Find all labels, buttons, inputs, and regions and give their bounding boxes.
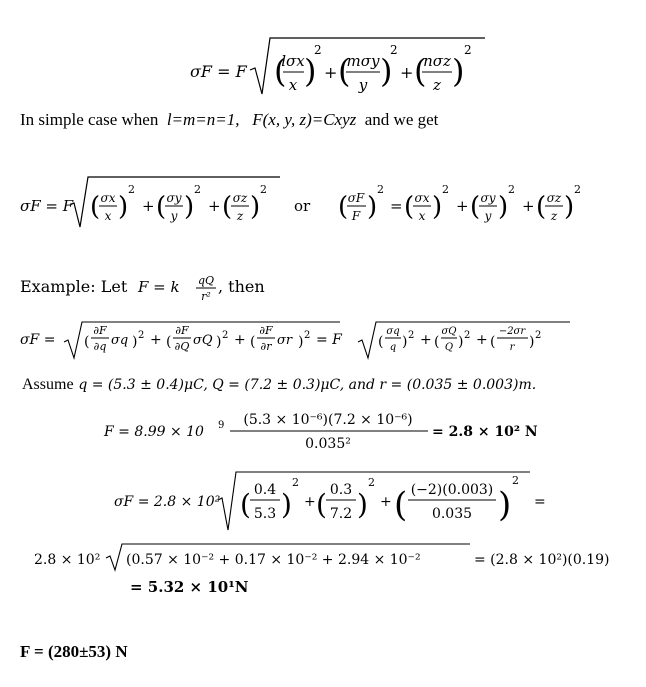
partial-num: ∂F — [259, 324, 273, 337]
fF-denominator: F — [351, 209, 361, 223]
plus: + — [456, 197, 469, 215]
ratio-num: −2σr — [498, 326, 526, 337]
plus: + — [476, 332, 488, 348]
exponent: 2 — [574, 183, 581, 196]
paren-left: ( — [316, 488, 327, 521]
paren-right: ) — [452, 52, 465, 90]
paren-right: ) — [250, 192, 261, 222]
f1-numerator: σx — [100, 191, 116, 205]
assume-lead: Assume — [22, 376, 74, 393]
c-den: 0.035 — [431, 506, 473, 522]
example-tail: , then — [218, 277, 265, 296]
assume-line — [22, 375, 536, 394]
formula-partials — [10, 316, 610, 362]
partial-den: ∂Q — [174, 340, 190, 353]
paren-left: ( — [250, 334, 256, 350]
exponent: 2 — [304, 330, 311, 341]
paren-left: ( — [414, 52, 427, 90]
exponent: 2 — [260, 183, 267, 196]
exponent: 2 — [464, 330, 471, 341]
calc-sigma2-lead: 2.8 × 10² — [34, 552, 101, 568]
exponent: 2 — [535, 330, 542, 341]
paren-left: ( — [394, 485, 408, 525]
partial-den: ∂q — [93, 340, 107, 353]
exponent: 2 — [408, 330, 415, 341]
paren-right: ) — [402, 334, 408, 350]
exponent: 2 — [464, 43, 472, 57]
paren-left: ( — [338, 192, 349, 222]
exponent: 2 — [512, 474, 519, 487]
plus: + — [304, 494, 316, 510]
calc-sigma2-result: = 5.32 × 10¹N — [130, 578, 249, 596]
f3-denominator: z — [236, 209, 244, 223]
f2-numerator: σy — [480, 191, 496, 205]
paren-right: ) — [304, 52, 317, 90]
paren-left: ( — [434, 334, 440, 350]
exponent: 2 — [138, 330, 145, 341]
example-lead: Example: Let — [20, 277, 128, 296]
ratio-den: Q — [444, 342, 454, 353]
sigma-lhs: σF = F — [190, 62, 247, 81]
calc-F-exp: 9 — [218, 420, 225, 431]
paren-left: ( — [84, 334, 90, 350]
paren-left: ( — [156, 192, 167, 222]
paren-left: ( — [166, 334, 172, 350]
paren-right: ) — [184, 192, 195, 222]
exponent: 2 — [314, 43, 322, 57]
exponent: 2 — [194, 183, 201, 196]
ratio-den: q — [389, 342, 397, 353]
exponent: 2 — [292, 476, 299, 489]
paren-left: ( — [378, 334, 384, 350]
calc-sigma2-tail: = (2.8 × 10²)(0.19) — [474, 552, 610, 568]
fF-numerator: σF — [347, 191, 365, 205]
plus: + — [142, 197, 155, 215]
paren-left: ( — [536, 192, 547, 222]
ratio-num: σq — [386, 326, 400, 337]
example-F: F = k — [138, 278, 180, 296]
b-num: 0.3 — [329, 482, 353, 498]
calc-sigma-tail: = — [534, 494, 546, 510]
paren-right: ) — [367, 192, 378, 222]
simple-case-function: F(x, y, z)=Cxyz — [252, 110, 357, 129]
sigma-lhs: σF = F — [20, 197, 74, 215]
simple-case-lead: In simple case when — [20, 110, 159, 129]
b-den: 7.2 — [329, 506, 353, 522]
sigma-term: σq — [111, 333, 129, 348]
paren-left: ( — [490, 334, 496, 350]
sigma-lhs: σF = — [20, 332, 56, 348]
term1-denominator: x — [288, 76, 298, 94]
exponent: 2 — [368, 476, 375, 489]
paren-left: ( — [338, 52, 351, 90]
plus: + — [324, 63, 338, 82]
paren-right: ) — [357, 488, 368, 521]
calc-F-result: = 2.8 × 10² N — [432, 424, 538, 440]
f1-denominator: x — [418, 209, 426, 223]
partial-num: ∂F — [93, 324, 107, 337]
sigma-term: σQ — [193, 333, 213, 348]
f2-denominator: y — [170, 209, 178, 223]
f2-numerator: σy — [166, 191, 182, 205]
f1-numerator: σx — [414, 191, 430, 205]
partial-den: ∂r — [260, 340, 272, 353]
calc-sigma-lhs: σF = 2.8 × 10² — [114, 494, 221, 510]
paren-right: ) — [564, 192, 575, 222]
paren-right: ) — [298, 334, 304, 350]
term2-denominator: y — [358, 76, 368, 94]
paren-left: ( — [240, 488, 251, 521]
plus: + — [150, 332, 162, 348]
term2-numerator: mσy — [346, 52, 380, 70]
term3-numerator: nσz — [423, 52, 451, 70]
final-result-text: F = (280±53) N — [20, 642, 128, 661]
calc-F-lhs: F = 8.99 × 10 — [104, 424, 204, 440]
paren-right: ) — [281, 488, 292, 521]
paren-left: ( — [404, 192, 415, 222]
calc-F — [100, 404, 580, 460]
f1-denominator: x — [104, 209, 112, 223]
f3-numerator: σz — [546, 191, 562, 205]
exponent: 2 — [442, 183, 449, 196]
plus: + — [208, 197, 221, 215]
a-den: 5.3 — [253, 506, 277, 522]
or-word: or — [294, 197, 311, 215]
paren-right: ) — [529, 334, 535, 350]
equals: = — [390, 197, 403, 215]
paren-right: ) — [216, 334, 222, 350]
a-num: 0.4 — [253, 482, 277, 498]
paren-left: ( — [470, 192, 481, 222]
sigma-term: σr — [277, 333, 293, 348]
exponent: 2 — [128, 183, 135, 196]
term3-denominator: z — [433, 76, 441, 94]
f3-denominator: z — [550, 209, 558, 223]
simple-case-condition: l=m=n=1, — [166, 110, 240, 129]
c-num: (−2)(0.003) — [410, 482, 494, 498]
example-numerator: qQ — [197, 274, 215, 287]
paren-right: ) — [498, 485, 512, 525]
exponent: 2 — [508, 183, 515, 196]
plus: + — [400, 63, 414, 82]
plus: + — [420, 332, 432, 348]
example-line — [16, 268, 296, 308]
calc-F-numerator: (5.3 × 10⁻⁶)(7.2 × 10⁻⁶) — [243, 412, 413, 428]
paren-right: ) — [380, 52, 393, 90]
ratio-num: σQ — [441, 326, 457, 337]
formula-general — [180, 28, 490, 100]
paren-right: ) — [132, 334, 138, 350]
calc-F-denominator: 0.035² — [305, 436, 351, 452]
exponent: 2 — [377, 183, 384, 196]
paren-right: ) — [118, 192, 129, 222]
exponent: 2 — [222, 330, 229, 341]
paren-right: ) — [432, 192, 443, 222]
calc-sigma2-radicand: (0.57 × 10⁻² + 0.17 × 10⁻² + 2.94 × 10⁻² — [126, 552, 421, 568]
plus: + — [380, 494, 392, 510]
calc-sigma-2 — [30, 540, 630, 606]
partial-num: ∂F — [175, 324, 189, 337]
f2-denominator: y — [484, 209, 492, 223]
simple-case-tail: and we get — [364, 110, 439, 129]
final-result — [20, 642, 128, 662]
calc-sigma — [110, 462, 560, 536]
paren-left: ( — [222, 192, 233, 222]
paren-left: ( — [90, 192, 101, 222]
assume-body: q = (5.3 ± 0.4)μC, Q = (7.2 ± 0.3)μC, and r = (0.035 ± 0.003)m. — [78, 377, 537, 393]
term1-numerator: lσx — [281, 52, 305, 70]
equals-F: = F — [316, 332, 342, 348]
f3-numerator: σz — [232, 191, 248, 205]
paren-right: ) — [458, 334, 464, 350]
simple-case-line — [20, 110, 438, 130]
paren-left: ( — [274, 52, 287, 90]
exponent: 2 — [390, 43, 398, 57]
example-denominator: r² — [201, 290, 211, 303]
plus: + — [522, 197, 535, 215]
formula-simple — [10, 165, 610, 235]
paren-right: ) — [498, 192, 509, 222]
ratio-den: r — [509, 342, 515, 353]
plus: + — [234, 332, 246, 348]
